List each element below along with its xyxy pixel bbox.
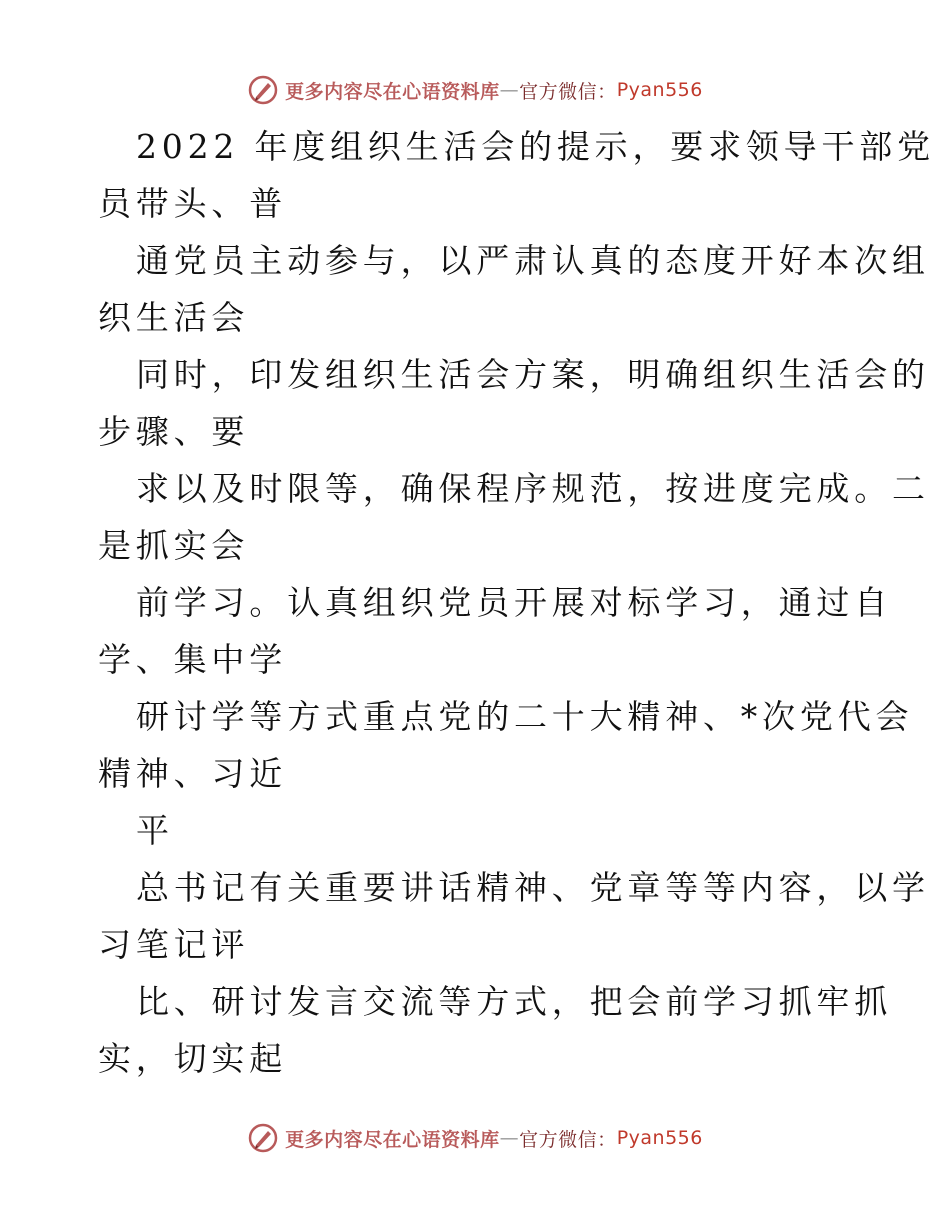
text-line: 研讨学等方式重点党的二十大精神、*次党代会 — [136, 697, 914, 736]
wechat-id: Pyan556 — [616, 1127, 703, 1149]
text-line: 前学习。认真组织党员开展对标学习，通过自 — [136, 583, 892, 622]
text-line: 求以及时限等，确保程序规范，按进度完成。二 — [136, 469, 930, 508]
site-name: 更多内容尽在心语资料库 — [285, 1128, 500, 1151]
text-line: 总书记有关重要讲话精神、党章等等内容，以学 — [136, 868, 930, 907]
text-line: 平 — [136, 811, 174, 850]
separator-dash: — — [499, 1127, 520, 1149]
text-line: 精神、习近 — [98, 754, 287, 793]
text-line: 是抓实会 — [98, 526, 250, 565]
separator-dash: — — [499, 79, 520, 101]
wechat-id: Pyan556 — [616, 79, 703, 101]
wechat-label: 官方微信： — [519, 80, 617, 103]
text-line: 实，切实起 — [98, 1039, 287, 1078]
footer-watermark — [0, 1118, 950, 1158]
text-line: 织生活会 — [98, 298, 250, 337]
text-line: 2022 年度组织生活会的提示，要求领导干部党 — [136, 127, 935, 166]
site-name: 更多内容尽在心语资料库 — [285, 80, 500, 103]
text-line: 通党员主动参与，以严肃认真的态度开好本次组 — [136, 241, 930, 280]
text-line: 员带头、普 — [98, 184, 287, 223]
document-body — [98, 118, 935, 1087]
wechat-label: 官方微信： — [519, 1128, 617, 1151]
header-watermark — [0, 70, 950, 110]
text-line: 比、研讨发言交流等方式，把会前学习抓牢抓 — [136, 982, 892, 1021]
text-line: 学、集中学 — [98, 640, 287, 679]
text-line: 习笔记评 — [98, 925, 250, 964]
text-line: 同时，印发组织生活会方案，明确组织生活会的 — [136, 355, 930, 394]
text-line: 步骤、要 — [98, 412, 250, 451]
pen-logo-icon — [247, 1122, 279, 1154]
pen-logo-icon — [247, 74, 279, 106]
